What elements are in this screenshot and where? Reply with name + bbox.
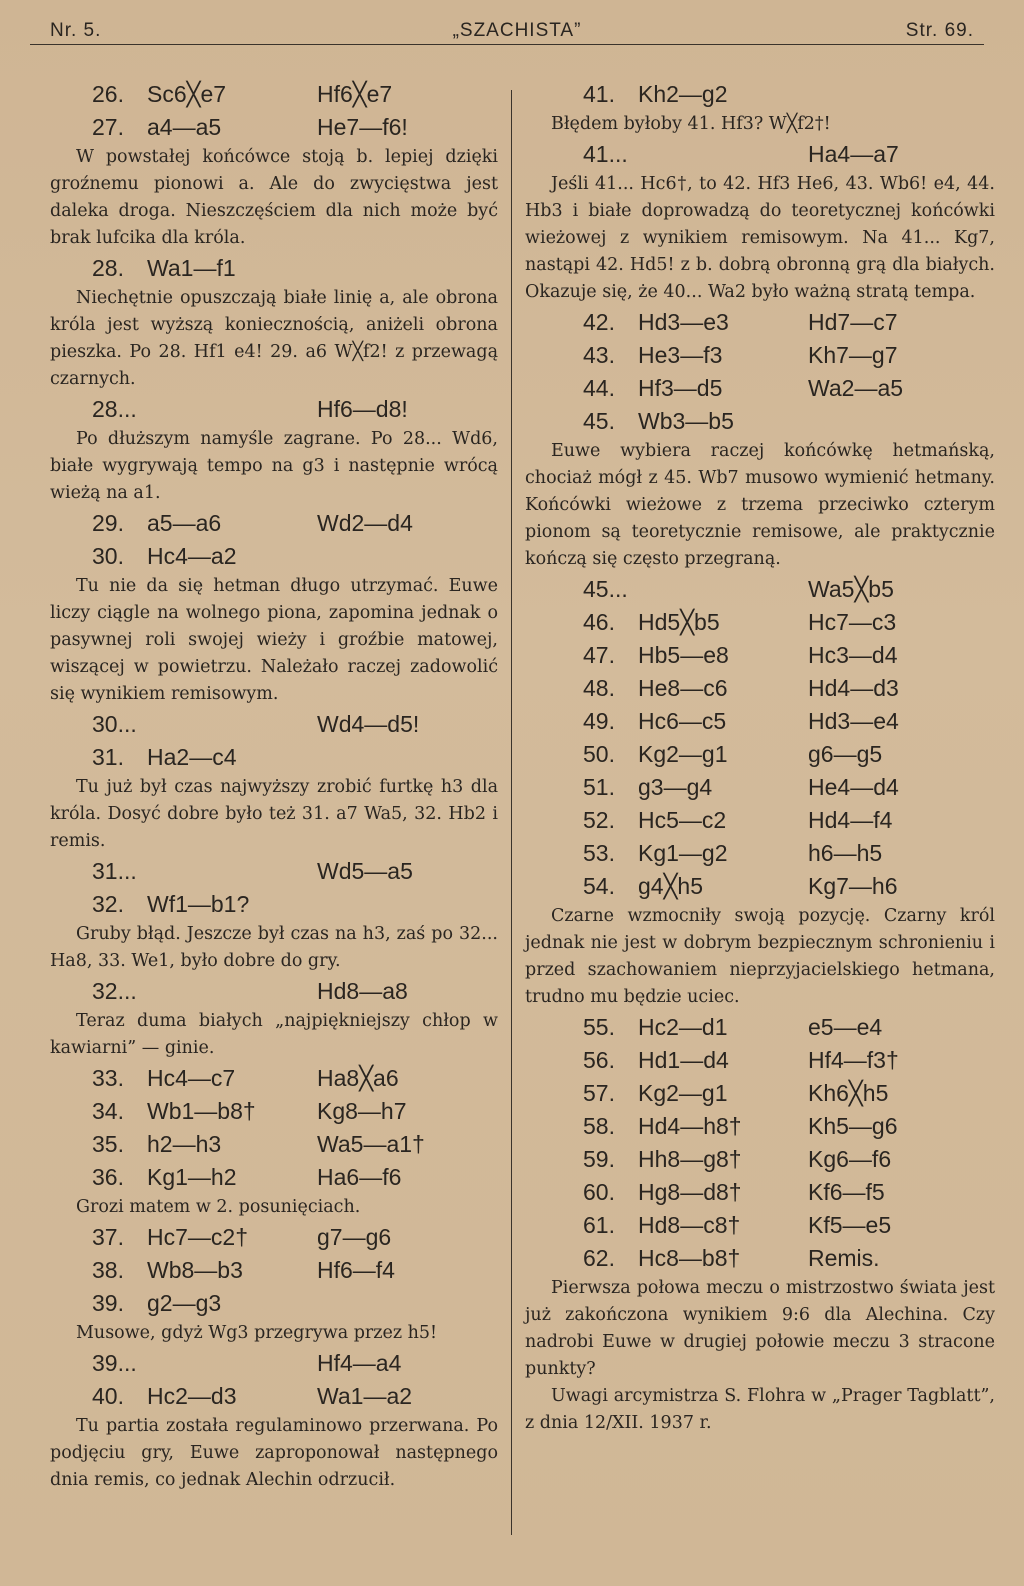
commentary: Tu nie da się hetman długo utrzymać. Euwe liczy ciągle na wolnego piona, zapomina jednak o pasywnej roli swojej wieży i groźbie matowej, wiszącej w powietrzu. Należało raczej zadowolić się wynikiem remisowym. (50, 576, 498, 704)
black-move: Wa5╳b5 (808, 576, 894, 602)
black-move: Kg7—h6 (808, 873, 898, 899)
move-row (50, 78, 498, 111)
black-move: Kf5—e5 (808, 1212, 892, 1238)
commentary: Musowe, gdyż Wg3 przegrywa przez h5! (76, 1323, 438, 1343)
move-number: 50. (583, 741, 615, 767)
black-move: Hf4—a4 (317, 1350, 402, 1376)
move-row (525, 672, 995, 705)
move-number: 53. (583, 840, 615, 866)
black-move: Wd2—d4 (317, 510, 413, 536)
move-number: 52. (583, 807, 615, 833)
white-move: Hc7—c2† (147, 1224, 248, 1250)
white-move: Kg2—g1 (638, 1080, 728, 1106)
black-move: e5—e4 (808, 1014, 883, 1040)
white-move: He3—f3 (638, 342, 723, 368)
move-number: 60. (583, 1179, 615, 1205)
page-header (50, 18, 984, 46)
black-move (317, 888, 498, 921)
move-row (50, 708, 498, 741)
page-number: Str. 69. (905, 20, 974, 41)
move-number: 55. (583, 1014, 615, 1040)
black-move: Hd4—d3 (808, 675, 899, 701)
move-row (50, 1095, 498, 1128)
white-move: Hf3—d5 (638, 375, 723, 401)
move-row (50, 393, 498, 426)
black-move: g6—g5 (808, 741, 883, 767)
move-number: 28. (92, 255, 124, 281)
white-move: g4╳h5 (638, 873, 704, 899)
white-move (147, 393, 317, 426)
move-row (525, 606, 995, 639)
white-move (147, 1347, 317, 1380)
move-row (50, 507, 498, 540)
move-number: 62. (583, 1245, 615, 1271)
white-move (638, 138, 808, 171)
commentary: Uwagi arcymistrza S. Flohra w „Prager Tagblatt”, z dnia 12/XII. 1937 r. (525, 1386, 995, 1433)
black-move: Ha6—f6 (317, 1164, 402, 1190)
black-move: Kh5—g6 (808, 1113, 898, 1139)
white-move: g2—g3 (147, 1290, 222, 1316)
move-row (525, 705, 995, 738)
white-move: Hh8—g8† (638, 1146, 742, 1172)
move-row (50, 540, 498, 573)
commentary: Tu już był czas najwyższy zrobić furtkę h3 dla króla. Dosyć dobre było też 31. a7 Wa5, 32. Hb2 i remis. (50, 777, 498, 851)
move-row (50, 252, 498, 285)
move-number: 59. (583, 1146, 615, 1172)
move-number: 58. (583, 1113, 615, 1139)
move-row (525, 1044, 995, 1077)
move-row (525, 1176, 995, 1209)
white-move (147, 708, 317, 741)
move-row (50, 1380, 498, 1413)
commentary: Pierwsza połowa meczu o mistrzostwo świata jest już zakończona wynikiem 9:6 dla Alechina. Czy nadrobi Euwe w drugiej połowie meczu 3 stracone punkty? (525, 1278, 995, 1379)
move-row (525, 771, 995, 804)
move-row (525, 639, 995, 672)
white-move: Kg2—g1 (638, 741, 728, 767)
magazine-title: „SZACHISTA” (452, 20, 582, 41)
white-move: Sc6╳e7 (147, 81, 227, 107)
move-number: 39... (92, 1350, 137, 1376)
move-number: 31... (92, 858, 137, 884)
black-move (317, 1287, 498, 1320)
move-row (50, 1062, 498, 1095)
move-row (525, 870, 995, 903)
black-move: h6—h5 (808, 840, 883, 866)
left-column (50, 78, 498, 1494)
white-move: Hd1—d4 (638, 1047, 729, 1073)
white-move: He8—c6 (638, 675, 728, 701)
move-number: 37. (92, 1224, 124, 1250)
move-number: 41... (583, 141, 628, 167)
black-move (317, 741, 498, 774)
white-move: Wb3—b5 (638, 408, 734, 434)
black-move: Hf6╳e7 (317, 81, 393, 107)
black-move: Ha8╳a6 (317, 1065, 399, 1091)
move-number: 40. (92, 1383, 124, 1409)
black-move: Hd7—c7 (808, 309, 898, 335)
black-move: He4—d4 (808, 774, 899, 800)
move-row (525, 78, 995, 111)
move-row (525, 1209, 995, 1242)
white-move (147, 855, 317, 888)
move-number: 28... (92, 396, 137, 422)
commentary: Błędem byłoby 41. Hf3? W╳f2†! (551, 114, 831, 134)
white-move: Hd8—c8† (638, 1212, 741, 1238)
black-move: He7—f6! (317, 114, 408, 140)
move-row (50, 1254, 498, 1287)
move-row (50, 1128, 498, 1161)
move-row (50, 1287, 498, 1320)
black-move (317, 252, 498, 285)
white-move: Hc5—c2 (638, 807, 727, 833)
move-number: 42. (583, 309, 615, 335)
move-row (525, 804, 995, 837)
black-move: Wa2—a5 (808, 375, 904, 401)
white-move: Hg8—d8† (638, 1179, 742, 1205)
move-number: 32... (92, 978, 137, 1004)
move-row (525, 837, 995, 870)
black-move: Wd5—a5 (317, 858, 413, 884)
white-move: Hc6—c5 (638, 708, 727, 734)
move-row (525, 738, 995, 771)
white-move (638, 573, 808, 606)
black-move: Hf4—f3† (808, 1047, 899, 1073)
commentary: Grozi matem w 2. posunięciach. (76, 1197, 361, 1217)
move-number: 27. (92, 114, 124, 140)
white-move: h2—h3 (147, 1131, 222, 1157)
commentary: W powstałej końcówce stoją b. lepiej dzięki groźnemu pionowi a. Ale do zwycięstwa jest daleka droga. Nieszczęściem dla nich może być brak lufcika dla króla. (50, 147, 498, 248)
move-number: 44. (583, 375, 615, 401)
column-divider (511, 90, 512, 1535)
commentary: Po dłuższym namyśle zagrane. Po 28... Wd6, białe wygrywają tempo na g3 i następnie wrócą wieżą na a1. (50, 429, 498, 503)
move-row (525, 339, 995, 372)
white-move: Hc8—b8† (638, 1245, 741, 1271)
right-column (525, 78, 995, 1437)
black-move: Hd8—a8 (317, 978, 408, 1004)
move-number: 48. (583, 675, 615, 701)
commentary: Gruby błąd. Jeszcze był czas na h3, zaś po 32... Ha8, 33. We1, było dobre do gry. (50, 924, 498, 971)
move-row (525, 1143, 995, 1176)
move-number: 36. (92, 1164, 124, 1190)
move-row (50, 888, 498, 921)
white-move: Wf1—b1? (147, 891, 250, 917)
black-move: Hd4—f4 (808, 807, 893, 833)
commentary: Niechętnie opuszczają białe linię a, ale obrona króla jest wyższą koniecznością, aniżeli obrona pieszka. Po 28. Hf1 e4! 29. a6 W╳f2! z przewagą czarnych. (50, 288, 498, 389)
white-move: Ha2—c4 (147, 744, 237, 770)
issue-number: Nr. 5. (50, 20, 102, 41)
white-move: Wb1—b8† (147, 1098, 256, 1124)
white-move: Kh2—g2 (638, 81, 728, 107)
black-move: Kh6╳h5 (808, 1080, 889, 1106)
move-number: 56. (583, 1047, 615, 1073)
black-move: Kf6—f5 (808, 1179, 885, 1205)
white-move: Hd3—e3 (638, 309, 729, 335)
move-number: 45... (583, 576, 628, 602)
white-move: Kg1—g2 (638, 840, 728, 866)
white-move: Wa1—f1 (147, 255, 236, 281)
commentary: Euwe wybiera raczej końcówkę hetmańską, chociaż mógł z 45. Wb7 musowo wymienić hetmany. Końcówki wieżowe z trzema przeciwko czterym pionom są teoretycznie remisowe, ale praktycznie kończą się często przegraną. (525, 441, 995, 569)
move-number: 29. (92, 510, 124, 536)
white-move (147, 975, 317, 1008)
move-number: 43. (583, 342, 615, 368)
move-number: 49. (583, 708, 615, 734)
move-number: 26. (92, 81, 124, 107)
white-move: Hc4—a2 (147, 543, 237, 569)
black-move: Ha4—a7 (808, 141, 899, 167)
move-number: 30... (92, 711, 137, 737)
move-number: 46. (583, 609, 615, 635)
move-number: 41. (583, 81, 615, 107)
black-move: Kg6—f6 (808, 1146, 892, 1172)
move-number: 51. (583, 774, 615, 800)
move-number: 34. (92, 1098, 124, 1124)
move-row (525, 1242, 995, 1275)
commentary: Tu partia została regulaminowo przerwana. Po podjęciu gry, Euwe zaproponował następnego dnia remis, co jednak Alechin odrzucił. (50, 1416, 498, 1490)
move-row (50, 1221, 498, 1254)
move-number: 31. (92, 744, 124, 770)
commentary: Jeśli 41... Hc6†, to 42. Hf3 He6, 43. Wb6! e4, 44. Hb3 i białe doprowadzą do teoretycznej końcówki wieżowej z wynikiem remisowym. Na 41... Kg7, nastąpi 42. Hd5! z b. dobrą obronną grą dla białych. Okazuje się, że 40... Wa2 było ważną stratą tempa. (525, 174, 995, 302)
white-move: Hd4—h8† (638, 1113, 742, 1139)
move-row (525, 1077, 995, 1110)
move-number: 61. (583, 1212, 615, 1238)
move-number: 47. (583, 642, 615, 668)
move-number: 39. (92, 1290, 124, 1316)
white-move: Hc2—d1 (638, 1014, 728, 1040)
commentary: Czarne wzmocniły swoją pozycję. Czarny król jednak nie jest w dobrym bezpiecznym schronieniu i przed szachowaniem nieprzyjacielskiego hetmana, trudno mu będzie uciec. (525, 906, 995, 1007)
move-row (50, 111, 498, 144)
black-move: Hc7—c3 (808, 609, 897, 635)
move-number: 54. (583, 873, 615, 899)
commentary: Teraz duma białych „najpiękniejszy chłop w kawiarni” — ginie. (50, 1011, 498, 1058)
black-move: Wa5—a1† (317, 1131, 425, 1157)
black-move: g7—g6 (317, 1224, 392, 1250)
move-number: 38. (92, 1257, 124, 1283)
move-row (525, 372, 995, 405)
white-move: Hc4—c7 (147, 1065, 236, 1091)
white-move: Hc2—d3 (147, 1383, 237, 1409)
move-row (50, 855, 498, 888)
black-move: Wa1—a2 (317, 1383, 413, 1409)
black-move (808, 405, 995, 438)
black-move: Hf6—d8! (317, 396, 408, 422)
move-row (525, 1110, 995, 1143)
move-row (525, 306, 995, 339)
move-row (50, 1161, 498, 1194)
black-move (317, 540, 498, 573)
move-number: 32. (92, 891, 124, 917)
black-move: Kh7—g7 (808, 342, 898, 368)
black-move: Wd4—d5! (317, 711, 420, 737)
header-rule (30, 44, 984, 45)
white-move: g3—g4 (638, 774, 713, 800)
move-row (50, 975, 498, 1008)
black-move: Remis. (808, 1245, 880, 1271)
move-number: 45. (583, 408, 615, 434)
move-row (525, 405, 995, 438)
black-move: Hf6—f4 (317, 1257, 395, 1283)
white-move: Hd5╳b5 (638, 609, 720, 635)
black-move: Hd3—e4 (808, 708, 899, 734)
white-move: a5—a6 (147, 510, 222, 536)
move-row (525, 138, 995, 171)
black-move: Kg8—h7 (317, 1098, 407, 1124)
white-move: Kg1—h2 (147, 1164, 237, 1190)
move-row (525, 573, 995, 606)
white-move: Wb8—b3 (147, 1257, 243, 1283)
white-move: a4—a5 (147, 114, 222, 140)
black-move (808, 78, 995, 111)
white-move: Hb5—e8 (638, 642, 729, 668)
move-row (50, 1347, 498, 1380)
move-number: 30. (92, 543, 124, 569)
move-number: 35. (92, 1131, 124, 1157)
move-number: 33. (92, 1065, 124, 1091)
black-move: Hc3—d4 (808, 642, 898, 668)
move-row (50, 741, 498, 774)
move-row (525, 1011, 995, 1044)
move-number: 57. (583, 1080, 615, 1106)
